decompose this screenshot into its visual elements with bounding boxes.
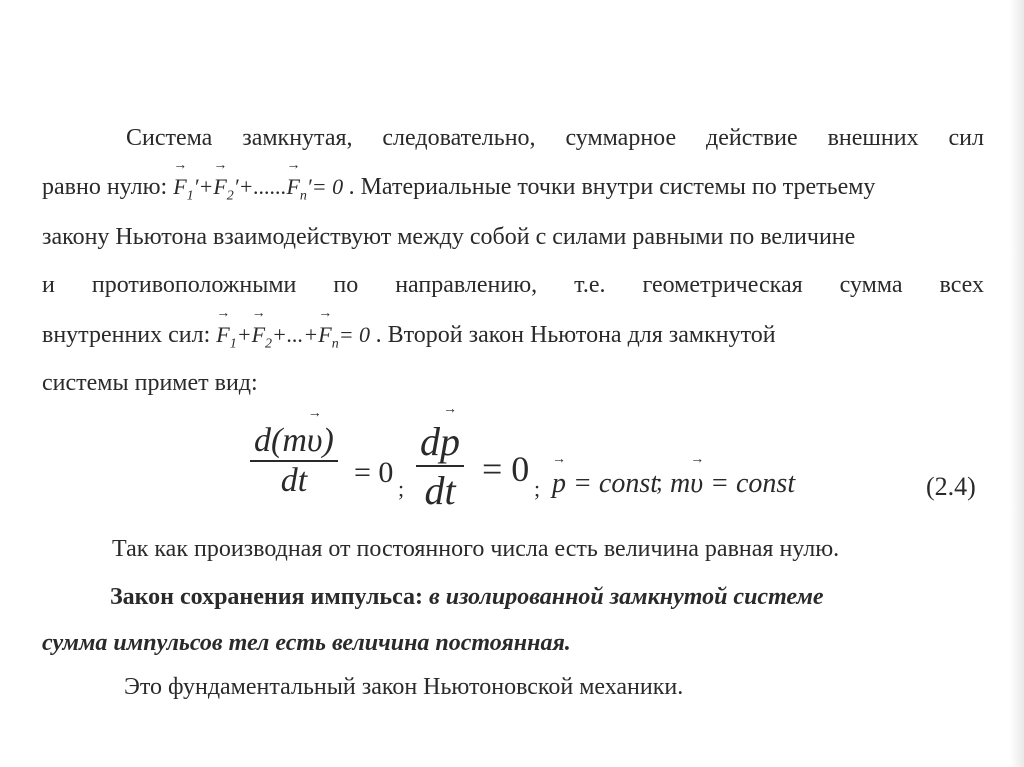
line6-text: системы примет вид: (42, 370, 258, 396)
formula-internal-forces: → $F_1+\to F_2+...+\to F_n= 0$ (216, 322, 375, 347)
vector-v-const: → υ (690, 468, 703, 500)
equation-number: (2.4) (926, 472, 976, 501)
paragraph-line-1 (126, 125, 984, 152)
derivative-text: Так как производная от постоянного числа есть величина равная нулю. (112, 536, 840, 562)
derivative-statement (112, 536, 839, 563)
fraction2-denominator: dt (424, 468, 456, 513)
equation4-mv-const: m→ υ = const (670, 468, 795, 500)
law-text-2: сумма импульсов тел есть величина постоянная. (42, 630, 571, 656)
fraction1-denominator: dt (280, 462, 308, 499)
line2-start: равно нулю: (42, 174, 168, 200)
law-text-1: в изолированной замкнутой системе (429, 584, 824, 610)
line5-start: внутренних сил: (42, 322, 211, 348)
line4-text: и противоположными по направлению, т.е. геометрическая сумма всех (42, 272, 984, 298)
vector-v: → υ (307, 422, 323, 460)
separator-1: ; (398, 476, 405, 501)
paragraph-line-5 (42, 322, 776, 352)
vector-F1: → F (216, 322, 229, 348)
fraction-dp-dt (416, 418, 464, 514)
vector-p-const: → p (552, 468, 566, 500)
vector-p: → p (440, 418, 460, 465)
law-line-2 (42, 630, 571, 657)
vector-F2: → F (252, 322, 265, 348)
line5-end: . Второй закон Ньютона для замкнутой (375, 322, 776, 348)
equation3-momentum-const: → p = const (552, 468, 658, 500)
equation2-rhs: = 0 (482, 449, 530, 489)
paragraph-line-6 (42, 370, 258, 397)
vector-F2-prime: → F (213, 174, 226, 200)
equation-row (250, 420, 990, 520)
vector-Fn-prime: → F (286, 174, 299, 200)
conclusion-line (124, 674, 683, 701)
law-title: Закон сохранения импульса: (110, 584, 424, 610)
conclusion-text: Это фундаментальный закон Ньютоновской механики. (124, 674, 684, 700)
fraction-d-mv-dt (250, 422, 338, 500)
line1-text: Система замкнутая, следовательно, суммарное действие внешних сил (126, 125, 984, 151)
line2-end: . Материальные точки внутри системы по третьему (348, 174, 876, 200)
vector-Fn: → F (318, 322, 331, 348)
line3-text: закону Ньютона взаимодействуют между собой с силами равными по величине (42, 224, 856, 250)
separator-2: ; (534, 476, 541, 501)
equation1-rhs: = 0 (354, 456, 394, 489)
paragraph-line-4 (42, 272, 984, 299)
slide-edge-shadow (1010, 0, 1024, 767)
law-line-1 (110, 584, 824, 611)
paragraph-line-2 (42, 174, 875, 204)
separator-3: ; (656, 470, 663, 496)
fraction1-numerator: d(m→ υ) (250, 422, 338, 462)
fraction2-numerator: d→ p (416, 418, 464, 467)
formula-external-forces: → $F_1'+\to F_2'+......\to F_n'= 0$ (173, 174, 348, 199)
vector-F1-prime: → F (173, 174, 186, 200)
paragraph-line-3 (42, 224, 855, 251)
